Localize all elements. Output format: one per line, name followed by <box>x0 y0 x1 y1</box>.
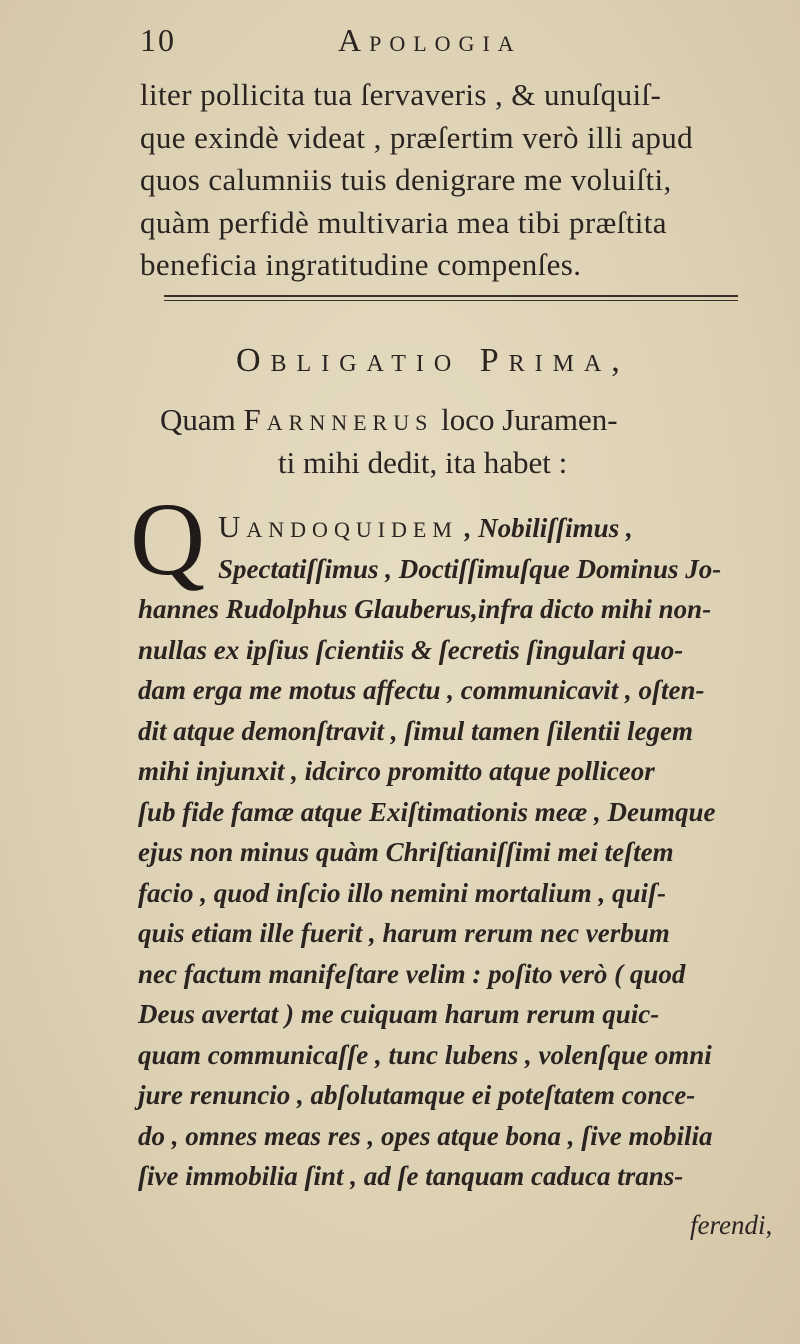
text-line: do , omnes meas res , opes atque bona , ſive mobilia <box>138 1120 713 1151</box>
text-line: facio , quod inſcio illo nemini mortalium , quiſ- <box>138 877 667 908</box>
text-line: quos calumniis tuis denigrare me voluiſti, <box>140 162 672 197</box>
text-line: jure renuncio , abſolutamque ei poteſtatem conce- <box>138 1080 696 1110</box>
subhead-pre: Quam <box>160 402 244 437</box>
text-line: Spectatiſſimus , Doctiſſimuſque Dominus Jo- <box>218 553 722 584</box>
section-rule-thin <box>164 300 738 301</box>
text-line: Deus avertat ) me cuiquam harum rerum quic- <box>138 999 660 1029</box>
first-line <box>138 507 788 549</box>
subhead-post: loco Juramen- <box>433 402 618 437</box>
subhead-name: Farnnerus <box>243 402 434 437</box>
text-line: beneficia ingratitudine compenſes. <box>140 247 582 282</box>
first-word: Uandoquidem <box>218 509 458 544</box>
text-line: nullas ex ipſius ſcientiis & ſecretis ſingulari quo- <box>138 634 684 665</box>
first-line-rest: , Nobiliſſimus , <box>457 513 633 543</box>
text-line: dam erga me motus affectu , communicavit , oſten- <box>138 675 705 705</box>
upper-paragraph <box>140 74 800 287</box>
text-line: nec factum manifeſtare velim : poſito verò ( quod <box>138 958 686 989</box>
section-subheading <box>160 398 780 484</box>
drop-cap: Q <box>130 482 206 597</box>
text-line: ſub fide famæ atque Exiſtimationis meæ , Deumque <box>138 796 716 827</box>
text-line: quàm perfidè multivaria mea tibi præſtita <box>140 204 667 240</box>
text-line: hannes Rudolphus Glauberus,infra dicto mihi non- <box>138 594 712 624</box>
running-title: Apologia <box>338 22 522 58</box>
section-rule <box>164 295 738 297</box>
section-heading: Obligatio Prima, <box>236 342 630 379</box>
text-line: que exindè videat , præſertim verò illi apud <box>140 119 694 155</box>
text-line: ſive immobilia ſint , ad ſe tanquam caduca trans- <box>138 1161 684 1191</box>
text-line: mihi injunxit , idcirco promitto atque polliceor <box>138 756 655 786</box>
catchword: ferendi, <box>690 1210 773 1240</box>
page-header <box>140 22 780 62</box>
text-line: liter pollicita tua ſervaveris , & unuſquiſ- <box>140 77 662 112</box>
text-line: dit atque demonſtravit , ſimul tamen ſilentii legem <box>138 715 693 746</box>
subhead-line-2: ti mihi dedit, ita habet : <box>278 445 568 480</box>
oath-text <box>138 507 788 1197</box>
page-number: 10 <box>140 22 176 58</box>
text-line: quam communicaſſe , tunc lubens , volenſque omni <box>138 1039 712 1070</box>
text-line: quis etiam ille fuerit , harum rerum nec verbum <box>138 918 670 948</box>
text-line: ejus non minus quàm Chriſtianiſſimi mei teſtem <box>138 837 674 867</box>
